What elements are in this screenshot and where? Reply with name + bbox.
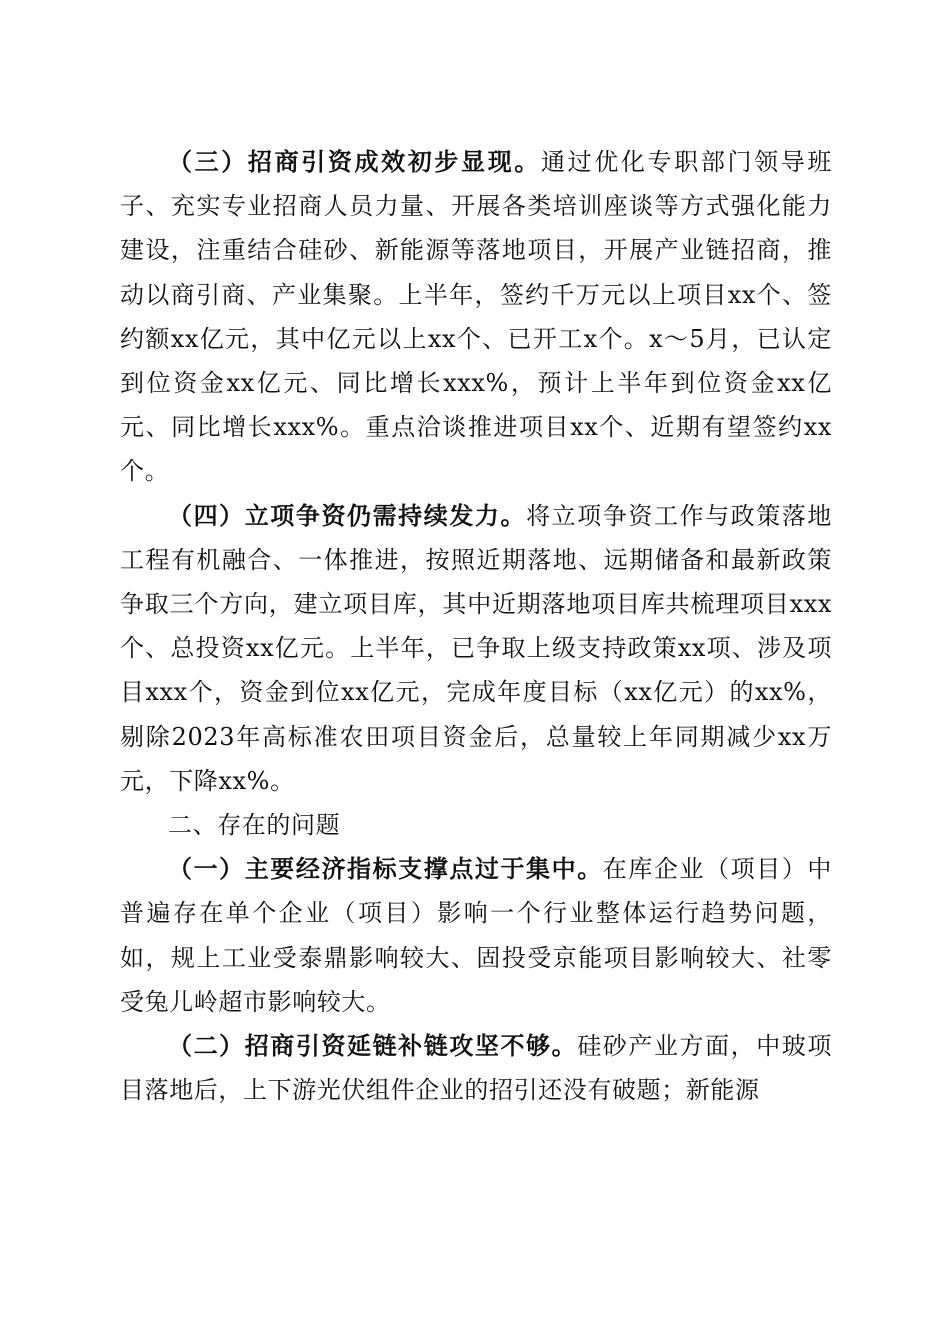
paragraph-investment-attraction — [120, 140, 832, 494]
section-heading: 二、存在的问题 — [168, 811, 341, 840]
paragraph-text: 通过优化专职部门领导班子、充实专业招商人员力量、开展各类培训座谈等方式强化能力建设，注重结合硅砂、新能源等落地项目，开展产业链招商，推动以商引商、产业集聚。上半年，签约千万元以上项目xx个、签约额xx亿元，其中亿元以上xx个、已开工x个。x～5月，已认定到位资金xx亿元、同比增长xxx%，预计上半年到位资金xx亿元、同比增长xxx%。重点洽谈推进项目xx个、近期有望签约xx个。 — [120, 148, 832, 486]
paragraph-text: 将立项争资工作与政策落地工程有机融合、一体推进，按照近期落地、远期储备和最新政策争取三个方向，建立项目库，其中近期落地项目库共梳理项目xxx个、总投资xx亿元。上半年，已争取上级支持政策xx项、涉及项目xxx个，资金到位xx亿元，完成年度目标（xx亿元）的xx%，剔除2023年高标准农田项目资金后，总量较上年同期减少xx万元，下降xx%。 — [120, 501, 832, 795]
document-body — [120, 140, 832, 1112]
paragraph-lead: （二）招商引资延链补链攻坚不够。 — [168, 1031, 578, 1061]
paragraph-text: 在库企业（项目）中普遍存在单个企业（项目）影响一个行业整体运行趋势问题，如，规上工业受泰鼎影响较大、固投受京能项目影响较大、社零受兔儿岭超市影响较大。 — [120, 855, 833, 1016]
paragraph-problem-concentration — [120, 847, 832, 1024]
paragraph-problem-chain — [120, 1024, 832, 1112]
paragraph-text: 硅砂产业方面，中玻项目落地后，上下游光伏组件企业的招引还没有破题；新能源 — [120, 1032, 832, 1105]
paragraph-lead: （一）主要经济指标支撑点过于集中。 — [168, 854, 603, 884]
paragraph-lead: （四）立项争资仍需持续发力。 — [168, 500, 527, 530]
paragraph-project-funding — [120, 494, 832, 803]
paragraph-lead: （三）招商引资成效初步显现。 — [168, 147, 541, 176]
